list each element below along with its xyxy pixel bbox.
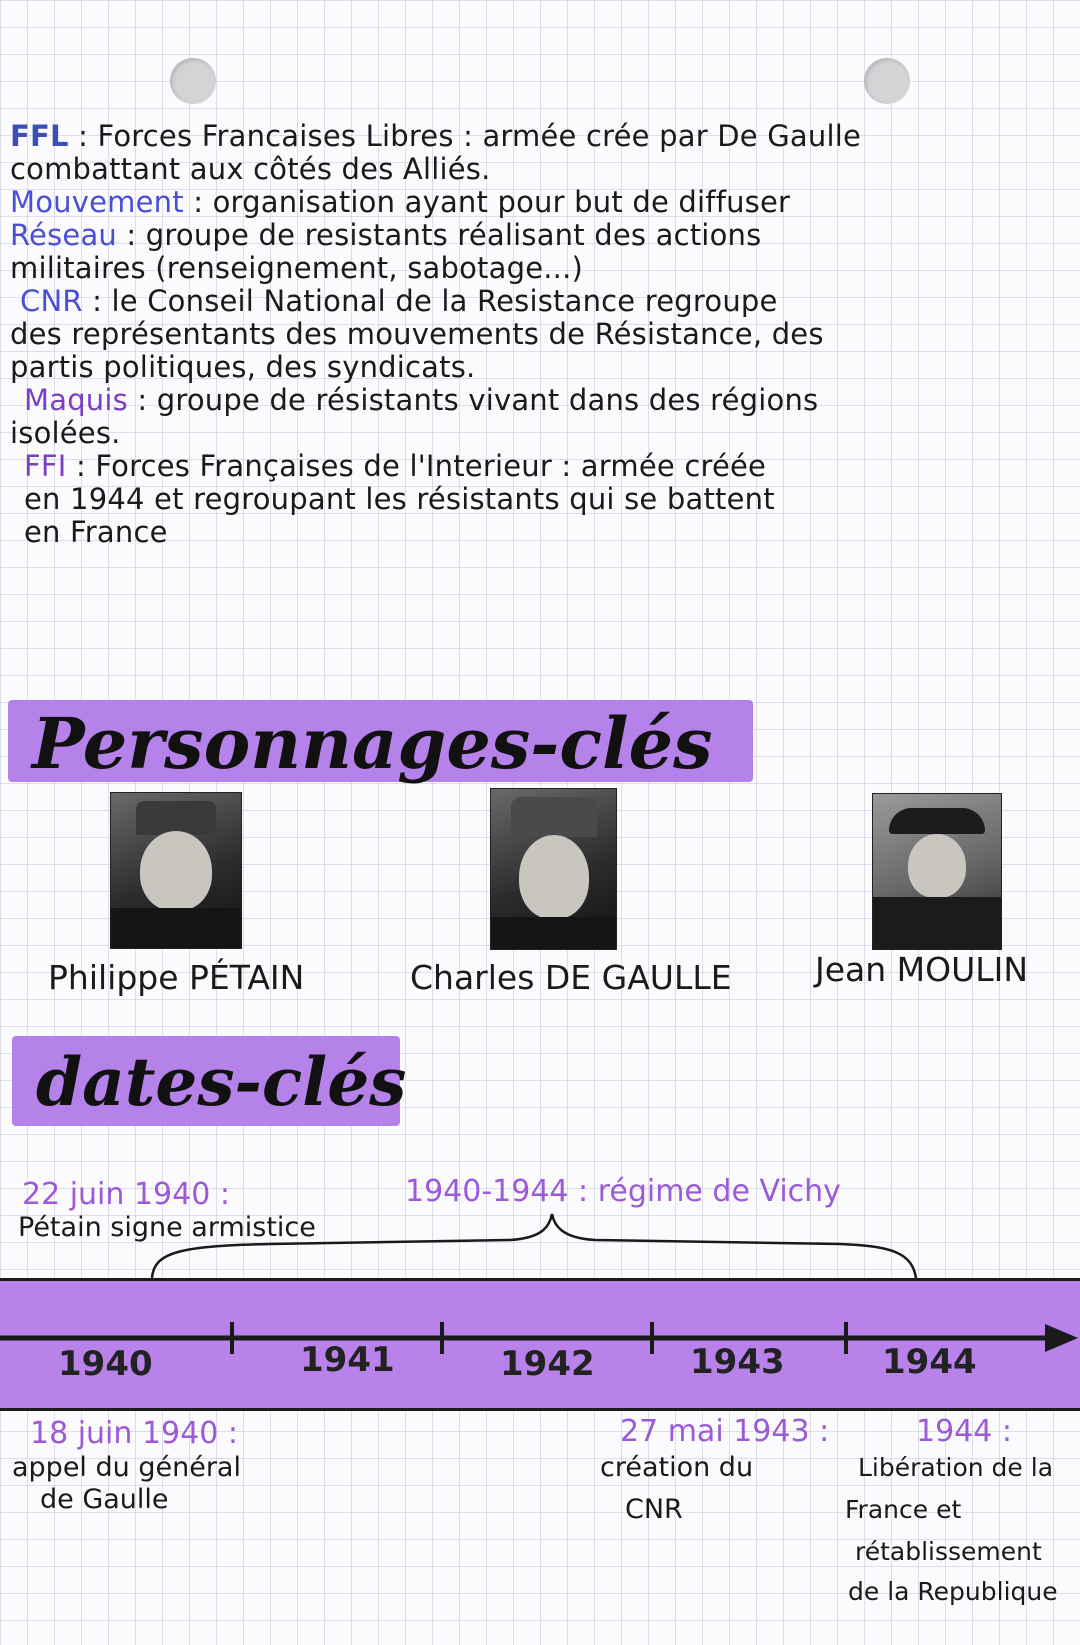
portrait-moulin bbox=[872, 793, 1002, 950]
timeline-year-1941: 1941 bbox=[300, 1340, 395, 1380]
portrait-petain bbox=[110, 792, 242, 949]
event-text-liberation-line1: Libération de la bbox=[858, 1453, 1054, 1482]
term-maquis: Maquis bbox=[24, 383, 128, 417]
term-mouvement: Mouvement bbox=[10, 185, 184, 219]
definition-continuation: des représentants des mouvements de Résistance, des bbox=[10, 317, 824, 351]
definition-continuation: en 1944 et regroupant les résistants qui se battent bbox=[24, 482, 775, 516]
event-date-liberation: 1944 : bbox=[916, 1414, 1012, 1449]
section-title-personnages: Personnages-clés bbox=[32, 702, 713, 785]
definition-mouvement bbox=[10, 186, 1075, 219]
punch-hole-left bbox=[170, 58, 216, 104]
event-date-cnr: 27 mai 1943 : bbox=[620, 1414, 830, 1449]
definition-text: : groupe de resistants réalisant des actions bbox=[126, 218, 762, 252]
person-name-moulin: Jean MOULIN bbox=[815, 950, 1029, 989]
portrait-de-gaulle bbox=[490, 788, 617, 950]
event-text-appel-line2: de Gaulle bbox=[40, 1484, 169, 1515]
definition-cnr bbox=[10, 285, 1075, 318]
event-text-appel-line1: appel du général bbox=[12, 1452, 241, 1483]
timeline-year-1944: 1944 bbox=[882, 1342, 977, 1382]
event-date-armistice: 22 juin 1940 : bbox=[22, 1177, 230, 1212]
punch-hole-right bbox=[864, 58, 910, 104]
event-period-vichy: 1940-1944 : régime de Vichy bbox=[405, 1174, 841, 1209]
event-text-liberation-line3: rétablissement bbox=[855, 1537, 1042, 1566]
event-date-appel: 18 juin 1940 : bbox=[30, 1416, 238, 1451]
definition-continuation: en France bbox=[24, 515, 168, 549]
definition-text: : groupe de résistants vivant dans des régions bbox=[137, 383, 819, 417]
definition-ffl bbox=[10, 120, 1075, 153]
event-text-liberation-line2: France et bbox=[845, 1495, 962, 1524]
definition-text: : organisation ayant pour but de diffuser bbox=[193, 185, 791, 219]
definition-continuation: partis politiques, des syndicats. bbox=[10, 350, 476, 384]
definition-continuation: militaires (renseignement, sabotage...) bbox=[10, 251, 584, 285]
term-ffi: FFI bbox=[24, 449, 67, 483]
definition-text: : Forces Francaises Libres : armée crée par De Gaulle bbox=[78, 119, 862, 153]
term-reseau: Réseau bbox=[10, 218, 117, 252]
definition-maquis bbox=[10, 384, 1075, 417]
event-text-armistice: Pétain signe armistice bbox=[18, 1212, 316, 1243]
definitions-list bbox=[10, 120, 1075, 549]
event-text-cnr-line2: CNR bbox=[625, 1494, 683, 1525]
term-cnr: CNR bbox=[20, 284, 83, 318]
definition-text: : le Conseil National de la Resistance regroupe bbox=[92, 284, 778, 318]
timeline-year-1943: 1943 bbox=[690, 1342, 785, 1382]
timeline-year-1940: 1940 bbox=[58, 1344, 153, 1384]
definition-ffi bbox=[10, 450, 1075, 483]
person-name-petain: Philippe PÉTAIN bbox=[48, 958, 305, 997]
event-text-liberation-line4: de la Republique bbox=[848, 1577, 1058, 1606]
definition-continuation: isolées. bbox=[10, 416, 121, 450]
definition-text: : Forces Françaises de l'Interieur : armée créée bbox=[75, 449, 767, 483]
term-ffl: FFL bbox=[10, 119, 69, 153]
vichy-period-brace bbox=[150, 1212, 920, 1282]
timeline-year-1942: 1942 bbox=[500, 1344, 595, 1384]
event-text-cnr-line1: création du bbox=[600, 1452, 754, 1483]
definition-reseau bbox=[10, 219, 1075, 252]
section-title-dates: dates-clés bbox=[36, 1043, 407, 1121]
person-name-de-gaulle: Charles DE GAULLE bbox=[410, 958, 732, 997]
definition-continuation: combattant aux côtés des Alliés. bbox=[10, 152, 491, 186]
